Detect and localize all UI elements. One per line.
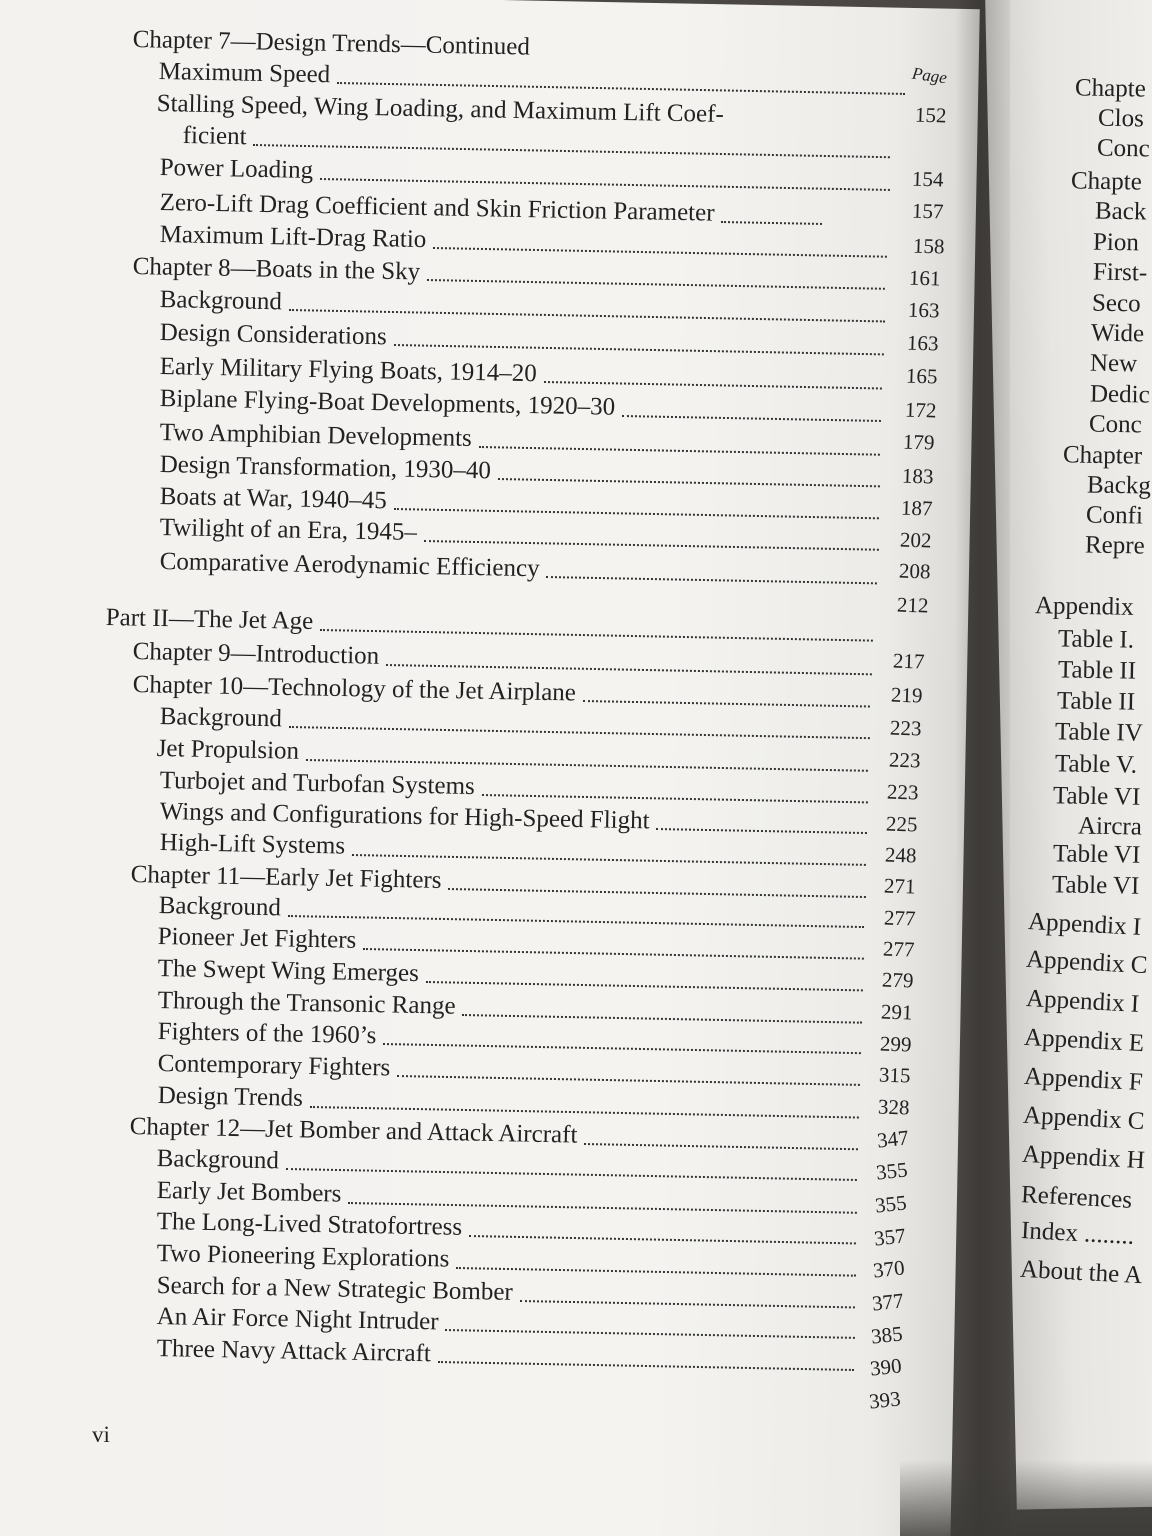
right-page-toc-fragment: Appendix E — [1023, 1023, 1145, 1058]
toc-entry — [157, 1049, 390, 1083]
page-shadow — [900, 1460, 1152, 1536]
right-page-toc-fragment: Repre — [1084, 531, 1145, 560]
toc-page-number: 277 — [883, 905, 916, 931]
toc-entry — [156, 1302, 438, 1337]
toc-entry — [159, 318, 387, 352]
toc-entry-title: Three Navy Attack Aircraft — [156, 1334, 432, 1368]
toc-page-number: 393 — [867, 1386, 902, 1414]
toc-page-number: 279 — [881, 967, 914, 993]
toc-entry-title: Early Military Flying Boats, 1914–20 — [159, 352, 537, 388]
toc-entry — [159, 702, 282, 734]
right-page-toc-fragment: Appendix I — [1027, 908, 1142, 941]
right-page-toc-fragment: Table II — [1057, 656, 1137, 685]
toc-page-number: 390 — [868, 1353, 903, 1381]
right-page-toc-fragment: Table IV — [1054, 718, 1144, 747]
toc-entry — [159, 418, 472, 454]
toc-entry — [156, 1176, 341, 1210]
toc-page-number: 219 — [890, 682, 923, 708]
toc-entry-title: Contemporary Fighters — [157, 1049, 391, 1082]
right-page-toc-fragment: Chapter — [1062, 441, 1143, 470]
toc-page-number: 385 — [869, 1321, 904, 1349]
toc-entry-title: Chapter 10—Technology of the Jet Airplane — [132, 670, 577, 707]
toc-entry-title: Chapter 8—Boats in the Sky — [132, 252, 421, 286]
toc-entry-title: An Air Force Night Intruder — [156, 1302, 439, 1336]
toc-entry — [156, 734, 299, 767]
toc-entry — [158, 57, 330, 90]
toc-page-number: 355 — [873, 1190, 908, 1218]
toc-entry-title: Fighters of the 1960’s — [157, 1017, 377, 1050]
toc-entry-title: Stalling Speed, Wing Loading, and Maximum Lift Coef- — [156, 89, 725, 128]
toc-entry-title: Two Amphibian Developments — [159, 418, 473, 452]
toc-page-number: 248 — [884, 842, 917, 868]
toc-entry-title: Two Pioneering Explorations — [156, 1239, 450, 1273]
toc-page-number: 357 — [872, 1223, 907, 1251]
toc-entry — [158, 891, 281, 923]
toc-entry-title: Maximum Speed — [158, 57, 331, 89]
right-page-toc-fragment: Appendix F — [1023, 1062, 1144, 1097]
right-page-toc-fragment: Aircra — [1077, 812, 1143, 841]
right-page-toc-fragment: Chapte — [1074, 74, 1147, 103]
toc-entry-title: Background — [156, 1144, 280, 1175]
toc-page-number: 217 — [892, 648, 925, 674]
toc-page-number: 157 — [911, 198, 944, 224]
toc-page-number: 299 — [879, 1031, 912, 1057]
toc-entry-title: Turbojet and Turbofan Systems — [159, 766, 476, 801]
right-page-toc-fragment: First- — [1092, 258, 1148, 287]
toc-entry-title: Chapter 12—Jet Bomber and Attack Aircraft — [129, 1112, 578, 1149]
toc-page-number: 179 — [902, 429, 935, 455]
toc-page-number: 154 — [911, 166, 944, 192]
toc-entry — [156, 1207, 462, 1243]
toc-page-number: 172 — [904, 397, 937, 423]
toc-entry-title: The Long-Lived Stratofortress — [156, 1207, 463, 1241]
toc-entry-title: Search for a New Strategic Bomber — [156, 1271, 514, 1306]
running-head: Chapter 7—Design Trends—Continued — [132, 25, 531, 61]
right-page-toc-fragment: Index ........ — [1020, 1217, 1135, 1250]
page-folio: vi — [92, 1422, 110, 1447]
toc-entry — [159, 828, 345, 862]
right-page-toc-fragment: Dedic — [1089, 380, 1150, 409]
toc-entry-title: Design Considerations — [159, 318, 388, 351]
toc-page-number: 223 — [889, 715, 922, 741]
toc-entry — [159, 450, 491, 486]
toc-entry — [159, 220, 426, 255]
right-page-toc-fragment: Table II — [1056, 687, 1136, 716]
page-column-label: Page — [910, 63, 949, 88]
right-page-toc-fragment: Table I. — [1057, 625, 1135, 654]
right-page-toc-fragment: Wide — [1090, 319, 1145, 348]
toc-page-number: 187 — [900, 495, 933, 521]
toc-entry — [157, 1081, 303, 1114]
right-page-toc-fragment: Clos — [1097, 104, 1145, 133]
right-page-toc-fragment: Conc — [1096, 134, 1151, 163]
toc-page-number: 202 — [899, 527, 932, 553]
toc-page-number: 277 — [882, 936, 915, 962]
toc-page-number: 152 — [914, 102, 947, 128]
toc-entry-title: Design Trends — [157, 1081, 304, 1112]
toc-entry-title: Power Loading — [159, 153, 314, 184]
toc-page-number: 208 — [898, 558, 931, 584]
toc-page-number: 225 — [885, 811, 918, 837]
right-page-toc-fragment: Appendix C — [1025, 945, 1149, 980]
toc-entry — [182, 121, 246, 152]
toc-page-number: 271 — [883, 873, 916, 899]
toc-entry-title: Background — [158, 891, 282, 922]
toc-entry-title: Boats at War, 1940–45 — [159, 482, 388, 515]
right-page-toc-fragment: New — [1089, 349, 1138, 378]
toc-page-number: 315 — [878, 1062, 911, 1088]
toc-entry — [156, 1239, 449, 1275]
toc-entry-title: Pioneer Jet Fighters — [157, 922, 357, 954]
right-page-toc-fragment: About the A — [1019, 1255, 1143, 1290]
toc-page-number: 212 — [896, 592, 929, 618]
right-page-toc-fragment: Confi — [1085, 501, 1144, 530]
toc-entry-title: Zero-Lift Drag Coefficient and Skin Friction Parameter — [159, 188, 715, 227]
toc-page-number: 223 — [888, 747, 921, 773]
toc-entry — [156, 1144, 279, 1176]
right-page-toc-fragment: Table VI — [1051, 871, 1140, 900]
right-page-toc-fragment: Table V. — [1054, 750, 1138, 779]
toc-entry-title: Early Jet Bombers — [156, 1176, 342, 1208]
toc-page-number: 161 — [908, 265, 941, 291]
toc-entry-title: ficient — [182, 121, 247, 151]
toc-entry — [157, 954, 419, 989]
toc-entry-title: Through the Transonic Range — [157, 986, 456, 1020]
toc-page-number: 377 — [870, 1288, 905, 1316]
toc-entry — [157, 986, 455, 1022]
toc-page-number: 355 — [874, 1157, 909, 1185]
toc-page-number: 165 — [905, 363, 938, 389]
right-page-toc-fragment: Pion — [1092, 228, 1140, 257]
toc-page-number: 163 — [907, 297, 940, 323]
right-page-toc-fragment: Back — [1094, 197, 1147, 226]
right-page-toc-fragment: Chapte — [1070, 167, 1143, 196]
toc-entry-title: The Swept Wing Emerges — [157, 954, 420, 988]
toc-page-number: 158 — [912, 233, 945, 259]
right-page-toc-fragment: Appendix — [1034, 592, 1134, 621]
toc-page-number: 183 — [901, 463, 934, 489]
toc-entry-title: Part II—The Jet Age — [105, 603, 314, 635]
toc-page-number: 163 — [906, 330, 939, 356]
right-page-toc-fragment: Backg — [1086, 471, 1152, 500]
toc-entry-title: Maximum Lift-Drag Ratio — [159, 220, 427, 254]
toc-entry — [159, 766, 475, 802]
toc-entry-title: Twilight of an Era, 1945– — [159, 513, 418, 546]
toc-entry — [105, 603, 313, 637]
right-page-toc-fragment: Seco — [1091, 289, 1141, 318]
right-page-toc-fragment: Conc — [1088, 410, 1143, 439]
toc-entry-title: Wings and Configurations for High-Speed Flight — [159, 797, 650, 835]
right-page-toc-fragment: Appendix H — [1021, 1140, 1146, 1175]
toc-page-number: 291 — [880, 999, 913, 1025]
toc-entry — [159, 482, 387, 516]
toc-entry-title: Biplane Flying-Boat Developments, 1920–30 — [159, 384, 616, 421]
toc-entry-title: Background — [159, 702, 283, 733]
toc-entry — [157, 922, 356, 956]
right-page-toc-fragment: Appendix C — [1022, 1101, 1146, 1136]
toc-entry — [156, 1334, 431, 1369]
toc-entry — [132, 637, 379, 672]
book-gutter — [955, 0, 1010, 1536]
right-page-toc-fragment: Table VI — [1052, 840, 1141, 869]
right-page-toc-fragment: Appendix I — [1025, 985, 1140, 1018]
toc-entry-title: Chapter 9—Introduction — [132, 637, 380, 670]
toc-entry — [159, 285, 282, 317]
toc-entry — [159, 153, 313, 186]
toc-entry-title: Jet Propulsion — [156, 734, 300, 765]
toc-entry-title: Comparative Aerodynamic Efficiency — [159, 547, 540, 583]
toc-page-number: 370 — [871, 1255, 906, 1283]
toc-entry-title: Chapter 11—Early Jet Fighters — [130, 860, 442, 894]
toc-entry — [132, 252, 420, 288]
toc-entry-title: Design Transformation, 1930–40 — [159, 450, 492, 485]
toc-entry — [157, 1017, 376, 1051]
toc-page-number: 328 — [877, 1094, 910, 1120]
toc-entry — [159, 513, 417, 548]
toc-entry-title: Background — [159, 285, 283, 316]
right-page-toc-fragment: References — [1020, 1181, 1133, 1214]
toc-page-number: 223 — [886, 779, 919, 805]
toc-entry-title: High-Lift Systems — [159, 828, 346, 860]
toc-page-number: 347 — [875, 1125, 910, 1153]
right-page-toc-fragment: Table VI — [1052, 782, 1141, 811]
